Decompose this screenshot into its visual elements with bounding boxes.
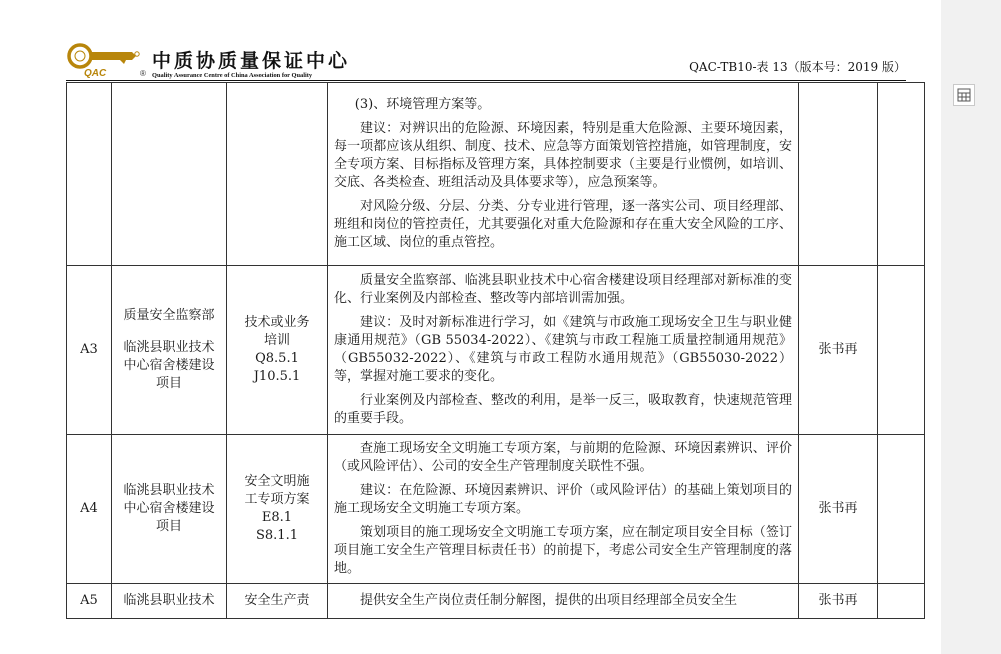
department-line: 项目 (155, 376, 182, 391)
finding-paragraph: 质量安全监察部、临洮县职业技术中心宿舍楼建设项目经理部对新标准的变化、行业案例及内部检查、整改等内部培训需加强。 (334, 273, 792, 306)
findings-table (66, 82, 925, 619)
finding-paragraph: 查施工现场安全文明施工专项方案，与前期的危险源、环境因素辨识、评价（或风险评估）、公司的安全生产管理制度关联性不强。 (334, 441, 792, 474)
department-line: 临洮县职业技术 (123, 593, 215, 608)
item-number-cell: A3 (67, 266, 112, 435)
table-row (67, 584, 925, 619)
grid-view-icon (957, 88, 971, 102)
svg-text:®: ® (140, 69, 146, 78)
finding-paragraph: 行业案例及内部检查、整改的利用，是举一反三，吸取教育，快速规范管理的重要手段。 (334, 393, 792, 426)
finding-paragraph: 建议：在危险源、环境因素辨识、评价（或风险评估）的基础上策划项目的施工现场安全文明施工专项方案。 (334, 483, 792, 516)
department-cell (112, 266, 227, 435)
table-row (67, 435, 925, 584)
remarks-cell (878, 584, 925, 619)
department-line (112, 325, 226, 339)
finding-text-cell (328, 435, 799, 584)
finding-paragraph: 建议：对辨识出的危险源、环境因素，特别是重大危险源、主要环境因素，每一项都应该从组织、制度、技术、应急等方面策划管控措施，如管理制度，安全专项方案、目标指标及管理方案，具体控制要求（主要是行业惯例，如培训、交底、各类检查、班组活动及具体要求等），应急预案等。 (334, 121, 792, 190)
department-line: 中心宿舍楼建设 (123, 358, 215, 373)
responsible-person-cell: 张书再 (799, 584, 878, 619)
clause-line: 安全生产责 (244, 593, 310, 608)
responsible-person-cell (799, 83, 878, 266)
document-code: QAC-TB10-表 13（版本号：2019 版） (689, 60, 906, 74)
finding-paragraph: 提供安全生产岗位责任制分解图，提供的出项目经理部全员安全生 (360, 593, 738, 608)
department-line: 中心宿舍楼建设 (123, 501, 215, 516)
brand-name-en: Quality Assurance Centre of China Association for Quality (152, 72, 313, 79)
finding-paragraph: 建议：及时对新标准进行学习，如《建筑与市政施工现场安全卫生与职业健康通用规范》（GB 55034-2022）、《建筑与市政工程施工质量控制通用规范》（GB55032-2022）、《建筑与市政工程防水通用规范》（GB55030-2022）等，掌握对施工要求的变化。 (334, 315, 792, 384)
responsible-person-cell: 张书再 (799, 435, 878, 584)
department-line: 项目 (155, 519, 182, 534)
clause-line: 安全文明施 (244, 474, 310, 489)
clause-cell (227, 584, 328, 619)
page-header (66, 40, 906, 82)
brand-name-cn: 中质协质量保证中心 (152, 50, 351, 72)
department-line: 质量安全监察部 (123, 308, 215, 323)
item-number-cell (67, 83, 112, 266)
table-row (67, 83, 925, 266)
finding-text-cell (328, 266, 799, 435)
finding-paragraph: 对风险分级、分层、分类、分专业进行管理，逐一落实公司、项目经理部、班组和岗位的管控责任，尤其要强化对重大危险源和存在重大安全风险的工序、施工区域、岗位的重点管控。 (334, 199, 792, 250)
clause-line: J10.5.1 (253, 369, 301, 384)
header-divider (66, 80, 906, 81)
remarks-cell (878, 266, 925, 435)
department-cell (112, 435, 227, 584)
finding-paragraph: 策划项目的施工现场安全文明施工专项方案，应在制定项目安全目标（签订项目施工安全生产管理目标责任书）的前提下，考虑公司安全生产管理制度的落地。 (334, 525, 792, 576)
remarks-cell (878, 83, 925, 266)
department-cell (112, 83, 227, 266)
department-line: 临洮县职业技术 (123, 340, 215, 355)
finding-text-cell (328, 584, 799, 619)
finding-paragraph: (3)、环境管理方案等。 (354, 97, 491, 112)
remarks-cell (878, 435, 925, 584)
clause-cell (227, 83, 328, 266)
clause-line: E8.1 (261, 510, 293, 525)
clause-line: 工专项方案 (244, 492, 310, 507)
department-cell (112, 584, 227, 619)
clause-line: 培训 (263, 333, 290, 348)
clause-cell (227, 266, 328, 435)
table-row (67, 266, 925, 435)
clause-line: S8.1.1 (256, 528, 298, 543)
finding-text-cell (328, 83, 799, 266)
item-number-cell: A4 (67, 435, 112, 584)
qac-logo (66, 40, 152, 82)
item-number-cell: A5 (67, 584, 112, 619)
grid-view-button[interactable] (953, 84, 975, 106)
department-line: 临洮县职业技术 (123, 483, 215, 498)
clause-line: 技术或业务 (244, 315, 310, 330)
svg-text:QAC: QAC (84, 68, 107, 79)
clause-line: Q8.5.1 (255, 351, 299, 366)
responsible-person-cell: 张书再 (799, 266, 878, 435)
clause-cell (227, 435, 328, 584)
